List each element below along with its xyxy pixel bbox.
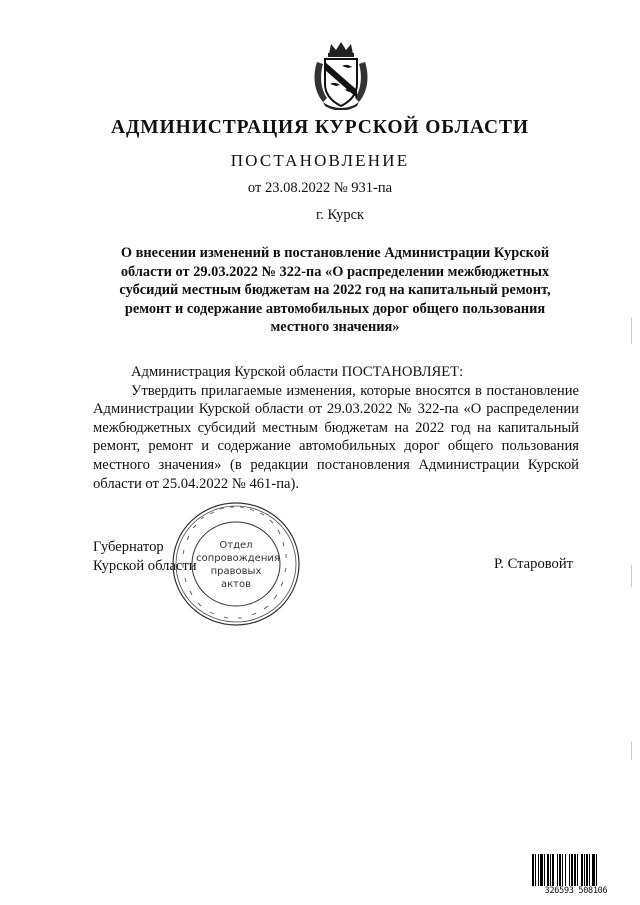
- document-type: ПОСТАНОВЛЕНИЕ: [230, 151, 410, 170]
- signer-name: Р. Старовойт: [494, 556, 574, 572]
- document-date-number: от 23.08.2022 № 931-па: [247, 180, 393, 196]
- body-paragraph: Утвердить прилагаемые изменения, которые вносятся в постановление Администрации Курской области от 29.03.2022 № 322-па «О распределении межбюджетных субсидий местным бюджетам на 2022 год на капитальный ремонт, ремонт и содержание автомобильных дорог общего пользования местного значения» (в редакции постановления Администрации Курской области от 25.04.2022 № 461-па).: [93, 382, 579, 492]
- stamp-line3: правовых: [210, 566, 262, 577]
- body-intro: Администрация Курской области ПОСТАНОВЛЯЕТ:: [131, 364, 464, 380]
- stamp-icon: [170, 500, 302, 628]
- signer-title-line2: Курской области: [93, 557, 197, 574]
- document-body: [93, 363, 579, 493]
- barcode: [531, 854, 621, 898]
- scan-edge-mark: [631, 318, 632, 344]
- stamp-line4: актов: [220, 579, 252, 590]
- coat-of-arms-icon: [311, 40, 371, 110]
- organization-title: АДМИНИСТРАЦИЯ КУРСКОЙ ОБЛАСТИ: [110, 117, 529, 138]
- scan-edge-mark: [631, 565, 632, 587]
- scan-edge-mark: [631, 742, 632, 760]
- document-subject: О внесении изменений в постановление Администрации Курской области от 29.03.2022 № 322-па «О распределении межбюджетных субсидий местным бюджетам на 2022 год на капитальный ремонт, ремонт и содержание автомобильных дорог общего пользования местного значения»: [119, 245, 551, 335]
- signer-title-line1: Губернатор: [93, 539, 164, 555]
- barcode-number: 326593 508106: [531, 886, 621, 896]
- stamp-line1: Отдел: [219, 540, 253, 551]
- stamp-line2: сопровождения: [196, 553, 280, 564]
- barcode-icon: [531, 854, 621, 888]
- document-city: г. Курск: [315, 207, 365, 223]
